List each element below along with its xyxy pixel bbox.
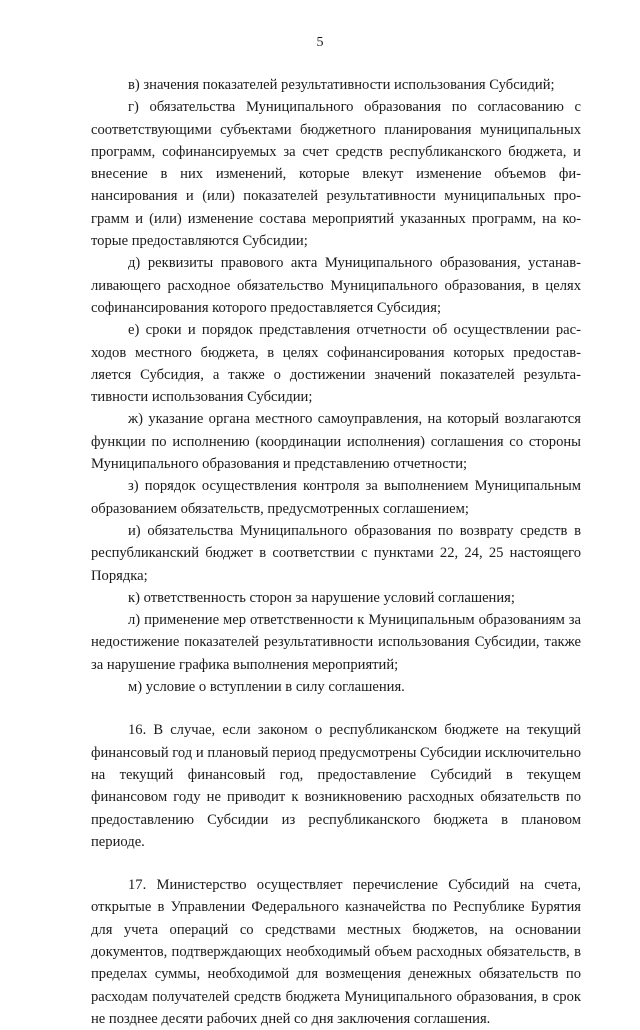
paragraph-16: 16. В случае, если законом о республиканском бюджете на текущий финансовый год и плановый период предусмотрены Субсидии исключительно на текущий финансовый год, предоставление Субсидий в текущем финансовом году не приводит к возникновению расходных обязательств по предоставлению Субсидии из республиканского бюджета в плановом периоде. (91, 722, 581, 850)
paragraph-gap (91, 698, 581, 719)
paragraph-gap (91, 853, 581, 874)
paragraph-17: 17. Министерство осуществляет перечисление Субсидий на счета, открытые в Управлении Федерального казначейства по Республике Бурятия для учета операций со средствами местных бюджетов, на основании документов, подтверждающих необходимый объем расходных обязательств, в пределах суммы, необходимой для возмещения денежных обязательств по расходам получателей средств бюджета Муниципального образования, в срок не позднее десяти рабочих дней со дня заключения соглашения. (91, 877, 581, 1027)
list-item-g: г) обязательства Муниципального образования по согласованию с соответствующими субъектами бюджетного планирования муниципальных программ, софинансируемых за счет средств республиканского бюджета, и внесение в них изменений, которые влекут изменение объемов финансирования и (или) показателей результативности муниципальных программ и (или) изменение состава мероприятий указанных программ, на которые предоставляются Субсидии; (91, 99, 581, 250)
list-item-l: л) применение мер ответственности к Муниципальным образованиям за недостижение показателей результативности использования Субсидии, также за нарушение графика выполнения мероприятий; (91, 612, 581, 673)
list-item-z: з) порядок осуществления контроля за выполнением Муниципальным образованием обязательств, предусмотренных соглашением; (91, 478, 581, 517)
list-item-e: е) сроки и порядок представления отчетности об осуществлении расходов местного бюджета, в целях софинансирования которых предоставляется Субсидия, а также о достижении значений показателей результативности использования Субсидии; (91, 322, 581, 406)
list-item-d: д) реквизиты правового акта Муниципального образования, устанавливающего расходное обязательство Муниципального образования, в целях софинансирования которого предоставляется Субсидия; (91, 255, 581, 316)
list-item-zh: ж) указание органа местного самоуправления, на который возлагаются функции по исполнению (координации исполнения) соглашения со стороны Муниципального образования и представлению отчетности; (91, 411, 581, 473)
page-number: 5 (316, 35, 324, 50)
list-item-v: в) значения показателей результативности использования Субсидий; (128, 77, 555, 93)
document-body (91, 74, 581, 1030)
list-item-k: к) ответственность сторон за нарушение условий соглашения; (128, 589, 515, 606)
list-item-i: и) обязательства Муниципального образования по возврату средств в республиканский бюджет в соответствии с пунктами 22, 24, 25 настоящего Порядка; (91, 522, 581, 584)
list-item-m: м) условие о вступлении в силу соглашения. (128, 679, 405, 696)
